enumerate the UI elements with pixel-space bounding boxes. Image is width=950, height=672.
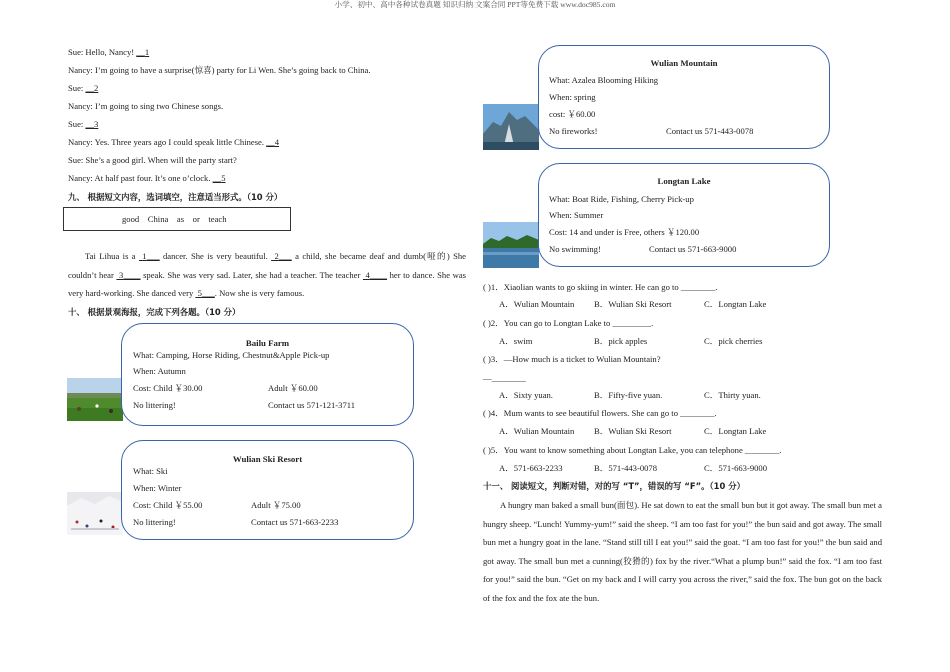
poster-title: Bailu Farm xyxy=(245,338,290,348)
dialogue-line: Sue: Hello, Nancy! __1 xyxy=(68,47,150,57)
poster-rule: No littering! xyxy=(133,400,176,410)
section-10-title: 十、 根据景观海报，完成下列各题。（10 分） xyxy=(68,307,241,317)
poster-contact: Contact us 571-443-0078 xyxy=(666,126,754,136)
question-stem: ( )4．Mum wants to see beautiful flowers. She can go to ________. xyxy=(483,408,717,418)
poster-wulian-mountain xyxy=(538,45,830,149)
poster-longtan-lake xyxy=(538,163,830,267)
poster-rule: No swimming! xyxy=(549,244,601,254)
ski-resort-photo xyxy=(67,492,123,535)
poster-what: What: Ski xyxy=(133,466,168,476)
poster-cost-child: Cost: Child ￥55.00 xyxy=(133,500,203,510)
option-a: A．571-663-2233 xyxy=(499,463,563,473)
option-b: B．pick apples xyxy=(594,336,648,346)
option-b: B．571-443-0078 xyxy=(594,463,658,473)
section-11-title: 十一、 阅读短文，判断对错，对的写 “T”，错误的写 “F”。（10 分） xyxy=(483,481,745,491)
dialogue-line: Sue: __2 xyxy=(68,83,99,93)
option-b: B．Wulian Ski Resort xyxy=(594,426,672,436)
option-c: C．Longtan Lake xyxy=(704,299,767,309)
option-a: A．Wulian Mountain xyxy=(499,426,575,436)
section-9-title: 九、 根据短文内容，选词填空，注意适当形式。（10 分） xyxy=(68,192,283,202)
poster-contact: Contact us 571-663-9000 xyxy=(649,244,737,254)
question-stem: ( )2．You can go to Longtan Lake to _________. xyxy=(483,318,654,328)
poster-title: Wulian Ski Resort xyxy=(232,454,303,464)
option-c: C．571-663-9000 xyxy=(704,463,768,473)
dialogue-line: Nancy: I’m going to have a surprise(惊喜) party for Li Wen. She’s going back to China. xyxy=(68,65,371,75)
poster-cost: Cost: 14 and under is Free, others ￥120.00 xyxy=(549,227,700,237)
poster-when: When: Autumn xyxy=(133,366,186,376)
poster-title: Longtan Lake xyxy=(657,176,711,186)
poster-contact: Contact us 571-663-2233 xyxy=(251,517,339,527)
dialogue-line: Nancy: Yes. Three years ago I could speak little Chinese. __4 xyxy=(68,137,280,147)
word-bank: good China as or teach xyxy=(63,207,291,231)
poster-title: Wulian Mountain xyxy=(650,58,718,68)
option-b: B．Fifty-five yuan. xyxy=(594,390,663,400)
option-a: A．Sixty yuan. xyxy=(499,390,553,400)
question-stem: ( )5．You want to know something about Longtan Lake, you can telephone ________. xyxy=(483,445,782,455)
dialogue-line: Sue: __3 xyxy=(68,119,99,129)
poster-what: What: Boat Ride, Fishing, Cherry Pick-up xyxy=(549,194,694,204)
longtan-lake-photo xyxy=(483,222,539,268)
option-a: A．swim xyxy=(499,336,533,346)
poster-cost-adult: Adult ￥75.00 xyxy=(251,500,301,510)
poster-when: When: spring xyxy=(549,92,596,102)
bailu-farm-photo xyxy=(67,378,123,421)
answer-line: —________ xyxy=(483,373,526,383)
question-stem: ( )1．Xiaolian wants to go skiing in winter. He can go to ________. xyxy=(483,282,718,292)
poster-cost-adult: Adult ￥60.00 xyxy=(268,383,318,393)
question-stem: ( )3．—How much is a ticket to Wulian Mountain? xyxy=(483,354,661,364)
poster-cost-child: Cost: Child ￥30.00 xyxy=(133,383,203,393)
section-11-story: A hungry man baked a small bun(面包). He sat down to eat the small bun but it got away. The small bun met a hungry sheep. “Lunch! Yummy-yum!” said the sheep. “I am too fast for you!” the bun said and got away. The small bun met a hungry goat in the lane. “Stand still till I eat you!” said the goat. “I am too fast for you!” the bun said and got away. The small bun met a cunning(狡猾的) fox by the river.“What a plump bun!” said the fox. “I am too fast for you!” said the bun. “Get on my back and I will carry you across the river,” said the fox. The bun got on the back of the fox and the fox ate the bun. xyxy=(483,500,882,603)
poster-rule: No fireworks! xyxy=(549,126,598,136)
page-header: 小学、初中、高中各种试卷真题 知识归纳 文案合同 PPT等免费下载 www.doc985.com xyxy=(334,0,616,9)
poster-when: When: Summer xyxy=(549,210,604,220)
option-c: C．Longtan Lake xyxy=(704,426,767,436)
poster-cost: cost: ￥60.00 xyxy=(549,109,596,119)
poster-when: When: Winter xyxy=(133,483,182,493)
option-b: B．Wulian Ski Resort xyxy=(594,299,672,309)
poster-contact: Contact us 571-121-3711 xyxy=(268,400,356,410)
dialogue-line: Nancy: At half past four. It’s one o’clock. __5 xyxy=(68,173,226,183)
poster-bailu-farm xyxy=(121,323,414,426)
poster-rule: No littering! xyxy=(133,517,176,527)
wulian-mountain-photo xyxy=(483,104,539,150)
option-c: C．Thirty yuan. xyxy=(704,390,761,400)
dialogue-line: Nancy: I’m going to sing two Chinese songs. xyxy=(68,101,224,111)
section-9-passage: Tai Lihua is a 1___ dancer. She is very beautiful. 2___ a child, she became deaf and dumb(哑的) She couldn’t hear 3____ speak. She was very sad. Later, she had a teacher. The teacher 4____ her to dance. She was very hard-working. She danced very 5___. Now she is very famous. xyxy=(68,251,466,298)
poster-what: What: Camping, Horse Riding, Chestnut&Apple Pick-up xyxy=(133,350,330,360)
option-a: A．Wulian Mountain xyxy=(499,299,575,309)
option-c: C．pick cherries xyxy=(704,336,763,346)
poster-what: What: Azalea Blooming Hiking xyxy=(549,75,659,85)
poster-wulian-ski-resort xyxy=(121,440,414,540)
dialogue-line: Sue: She’s a good girl. When will the party start? xyxy=(68,155,237,165)
